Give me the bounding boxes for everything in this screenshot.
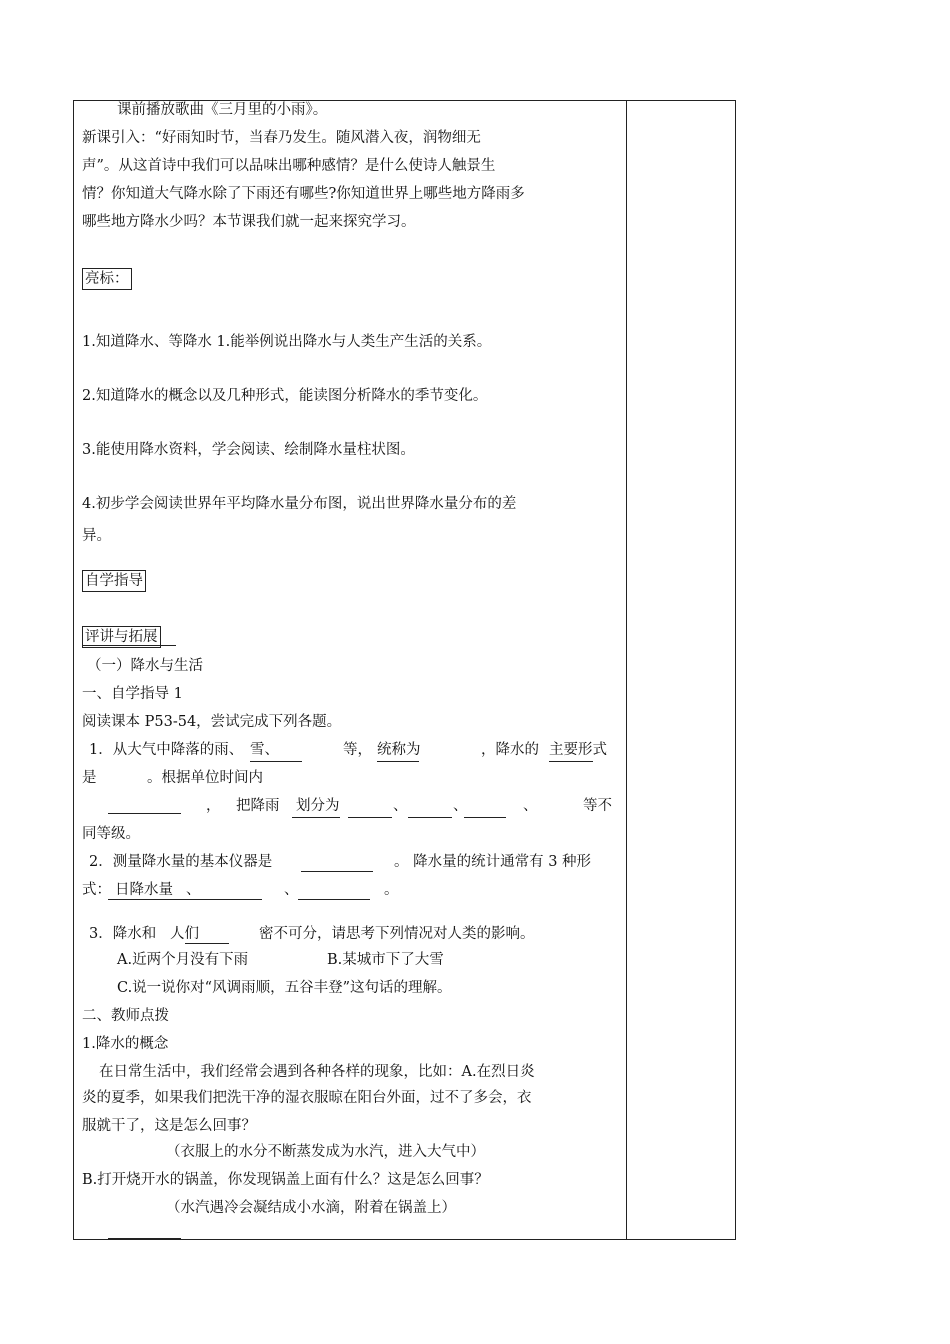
q1-shi: 是 <box>82 770 97 786</box>
q1-deng2: 等不 <box>583 798 612 814</box>
q1-blank-huafen <box>292 817 340 818</box>
q3-option-c: C.说一说你对“风调雨顺，五谷丰登”这句话的理解。 <box>117 980 452 996</box>
intro-line-4: 情？你知道大气降水除了下雨还有哪些?你知道世界上哪些地方降雨多 <box>82 186 525 202</box>
goal-2: 2.知道降水的概念以及几种形式，能读图分析降水的季节变化。 <box>82 388 488 404</box>
q1-huafen: 划分为 <box>296 798 340 814</box>
part2-p1: 在日常生活中，我们经常会遇到各种各样的现象，比如：A.在烈日炎 <box>99 1064 535 1080</box>
pingjiang-underline <box>82 645 176 646</box>
section-zixue: 自学指导 <box>82 570 146 592</box>
goal-4a: 4.初步学会阅读世界年平均降水量分布图，说出世界降水量分布的差 <box>82 496 517 512</box>
part1-read: 阅读课本 P53-54，尝试完成下列各题。 <box>82 714 342 730</box>
part2-p3: 服就干了，这是怎么回事？ <box>82 1118 256 1134</box>
q1-dun2: 、 <box>453 798 468 814</box>
goal-1: 1.知道降水、等降水 1.能举例说出降水与人类生产生活的关系。 <box>82 334 492 350</box>
q2-blank-3 <box>298 899 370 900</box>
q3-text-a: 3．降水和 <box>89 926 157 942</box>
part2-answer-1: （衣服上的水分不断蒸发成为水汽，进入大气中） <box>166 1144 485 1160</box>
q1-blank-1 <box>108 813 181 814</box>
q2-blank-instrument <box>301 871 373 872</box>
goal-3: 3.能使用降水资料，学会阅读、绘制降水量柱状图。 <box>82 442 415 458</box>
bottom-blank <box>108 1238 181 1239</box>
part2-concept: 1.降水的概念 <box>82 1036 169 1052</box>
q2-dun2: 、 <box>284 882 299 898</box>
q1-genju: 。根据单位时间内 <box>147 770 263 786</box>
q1-comma: ， <box>206 798 221 814</box>
intro-line-2: 新课引入：“好雨知时节，当春乃发生。随风潜入夜，润物细无 <box>82 130 481 146</box>
q1-blank-tongcheng <box>377 761 419 762</box>
q3-renmen: 人们 <box>170 926 199 942</box>
section-pingjiang: 评讲与拓展 <box>82 626 161 648</box>
q2-blank-2 <box>108 899 262 900</box>
q1-blank-zhuyao <box>549 761 593 762</box>
q3-text-b: 密不可分，请思考下列情况对人类的影响。 <box>259 926 535 942</box>
q1-end: 同等级。 <box>82 826 140 842</box>
q1-tongcheng: 统称为 <box>377 742 421 758</box>
q1-blank-3 <box>408 817 452 818</box>
q1-snow: 雪、 <box>250 742 279 758</box>
q2-dun: 、 <box>186 882 201 898</box>
q1-blank-2 <box>348 817 392 818</box>
q2-ri: 日降水量 <box>115 882 173 898</box>
q1-blank-4 <box>464 817 506 818</box>
q1-dun3: 、 <box>523 798 538 814</box>
q3-blank <box>185 943 229 944</box>
q2-end: 。 <box>384 882 399 898</box>
q1-ba: 把降雨 <box>236 798 280 814</box>
q1-jiangshui: ，降水的 <box>481 742 539 758</box>
part2-p2: 炎的夏季，如果我们把洗干净的湿衣服晾在阳台外面，过不了多会，衣 <box>82 1090 532 1106</box>
intro-line-1: 课前播放歌曲《三月里的小雨》。 <box>117 102 328 118</box>
q1-deng: 等， <box>343 742 372 758</box>
intro-line-5: 哪些地方降水少吗？本节课我们就一起来探究学习。 <box>82 214 416 230</box>
part2-answer-2: （水汽遇冷会凝结成小水滴，附着在锅盖上） <box>166 1200 456 1216</box>
section-liangbiao: 亮标： <box>82 268 132 290</box>
q2-text-a: 2．测量降水量的基本仪器是 <box>89 854 273 870</box>
part2-p4: B.打开烧开水的锅盖，你发现锅盖上面有什么？这是怎么回事？ <box>82 1172 489 1188</box>
q1-zhuyao: 主要形式 <box>549 742 607 758</box>
q3-option-a: A.近两个月没有下雨 <box>117 952 249 968</box>
part1-sub: 一、自学指导 1 <box>82 686 183 702</box>
q1-dun1: 、 <box>393 798 408 814</box>
q2-text-c: 式： <box>82 882 111 898</box>
q2-text-b: 。 降水量的统计通常有 3 种形 <box>394 854 592 870</box>
goal-4b: 异。 <box>82 528 111 544</box>
q3-option-b: B.某城市下了大雪 <box>327 952 444 968</box>
intro-line-3: 声”。从这首诗中我们可以品味出哪种感情？是什么使诗人触景生 <box>82 158 496 174</box>
part1-title: （一）降水与生活 <box>87 658 203 674</box>
q1-text-a: 1．从大气中降落的雨、 <box>89 742 244 758</box>
table-column-divider <box>626 100 627 1240</box>
part2-title: 二、教师点拨 <box>82 1008 169 1024</box>
q1-blank-snow <box>250 761 302 762</box>
